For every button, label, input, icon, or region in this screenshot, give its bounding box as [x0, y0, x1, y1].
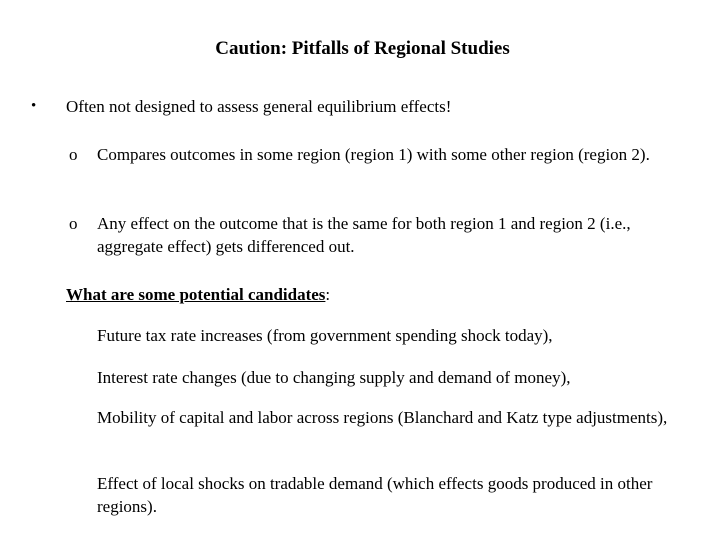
- sub-bullet-marker: o: [69, 145, 78, 164]
- candidates-heading: [66, 283, 330, 306]
- sub-bullet-text: Any effect on the outcome that is the same for both region 1 and region 2 (i.e., aggregate effect) gets differenced out.: [97, 214, 631, 256]
- candidate-item: Interest rate changes (due to changing supply and demand of money),: [97, 368, 571, 387]
- main-bullet-text: Often not designed to assess general equilibrium effects!: [66, 97, 452, 116]
- candidate-item: Mobility of capital and labor across regions (Blanchard and Katz type adjustments),: [97, 408, 668, 427]
- sub-bullet-marker: o: [69, 214, 78, 233]
- bullet-marker: •: [31, 98, 37, 114]
- sub-bullet-text: Compares outcomes in some region (region 1) with some other region (region 2).: [97, 145, 650, 164]
- candidate-item: Effect of local shocks on tradable demand (which effects goods produced in other regions).: [97, 474, 653, 516]
- candidates-heading-colon: :: [325, 285, 331, 304]
- candidates-heading-label: What are some potential candidates: [66, 285, 326, 304]
- candidate-item: Future tax rate increases (from government spending shock today),: [97, 326, 553, 345]
- slide-title: Caution: Pitfalls of Regional Studies: [215, 38, 510, 59]
